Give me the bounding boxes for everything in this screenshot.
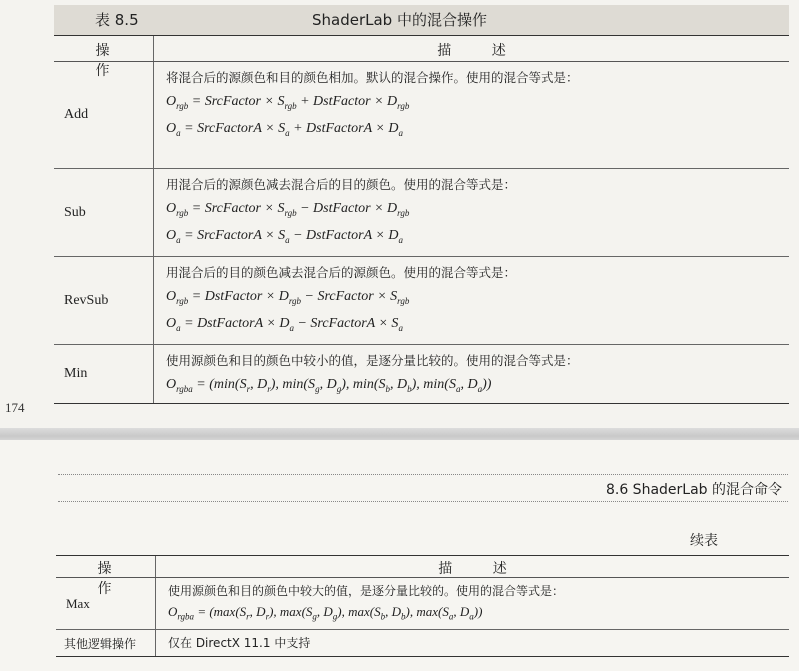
header-desc: 描 述 xyxy=(438,561,525,577)
equation-alpha: $O_a$ = DstFactorA × $D_a$ − SrcFactorA × $S_a$ xyxy=(166,316,403,333)
table-row-max xyxy=(56,578,789,630)
op-description xyxy=(156,578,789,629)
blend-op-table xyxy=(54,35,789,404)
table-row-add xyxy=(54,62,789,169)
continued-label: 续表 xyxy=(690,533,718,549)
page-number: 174 xyxy=(5,400,25,415)
desc-text: 用混合后的源颜色减去混合后的目的颜色。使用的混合等式是： xyxy=(166,177,517,192)
table-title: ShaderLab 中的混合操作 xyxy=(312,11,487,29)
header-op: 操 作 xyxy=(56,556,156,577)
desc-text: 用混合后的目的颜色减去混合后的源颜色。使用的混合等式是： xyxy=(166,265,517,280)
op-description xyxy=(154,62,789,168)
op-name: Sub xyxy=(54,169,154,256)
equation-rgba: $O_{rgba} = (\max(S_r$, $D_r$), $\max(S_g$, $D_g$), $\max(S_b$, $D_b$), $\max(S_a$, $D_a$)) xyxy=(168,604,483,622)
equation-alpha: $O_a$ = SrcFactorA × $S_a$ − DstFactorA × $D_a$ xyxy=(166,228,403,245)
op-name: Max xyxy=(56,578,156,629)
op-name: Add xyxy=(54,62,154,168)
running-header-rule xyxy=(58,501,788,502)
op-description xyxy=(154,169,789,256)
table-row-sub xyxy=(54,169,789,257)
equation-rgb: $O_{rgb}$ = SrcFactor × $S_{rgb}$ + DstFactor × $D_{rgb}$ xyxy=(166,94,410,111)
running-header: 8.6 ShaderLab 的混合命令 xyxy=(605,482,782,498)
table-row-min xyxy=(54,345,789,403)
desc-text: 使用源颜色和目的颜色中较小的值，是逐分量比较的。使用的混合等式是： xyxy=(166,353,579,368)
desc-text: 使用源颜色和目的颜色中较大的值，是逐分量比较的。使用的混合等式是： xyxy=(168,584,565,598)
op-name: Min xyxy=(54,345,154,403)
op-description xyxy=(154,345,789,403)
table-row-revsub xyxy=(54,257,789,345)
desc-text: 仅在 DirectX 11.1 中支持 xyxy=(168,636,311,650)
op-name: RevSub xyxy=(54,257,154,344)
op-description xyxy=(156,630,789,656)
op-description xyxy=(154,257,789,344)
desc-text: 将混合后的源颜色和目的颜色相加。默认的混合操作。使用的混合等式是： xyxy=(166,70,579,85)
equation-rgb: $O_{rgb}$ = DstFactor × $D_{rgb}$ − SrcFactor × $S_{rgb}$ xyxy=(166,289,410,306)
table-number: 表 8.5 xyxy=(95,11,139,29)
equation-rgb: $O_{rgb}$ = SrcFactor × $S_{rgb}$ − DstFactor × $D_{rgb}$ xyxy=(166,201,410,218)
op-name: 其他逻辑操作 xyxy=(56,630,156,656)
table-row-other xyxy=(56,630,789,656)
header-desc: 描 述 xyxy=(437,43,524,59)
equation-alpha: $O_a$ = SrcFactorA × $S_a$ + DstFactorA × $D_a$ xyxy=(166,121,403,138)
blend-op-table-continued xyxy=(56,555,789,657)
running-header-rule xyxy=(58,474,788,475)
header-op: 操 作 xyxy=(54,36,154,61)
equation-rgba: $O_{rgba} = (\min(S_r$, $D_r$), $\min(S_g$, $D_g$), $\min(S_b$, $D_b$), $\min(S_a$, $D_a$)) xyxy=(166,377,492,394)
